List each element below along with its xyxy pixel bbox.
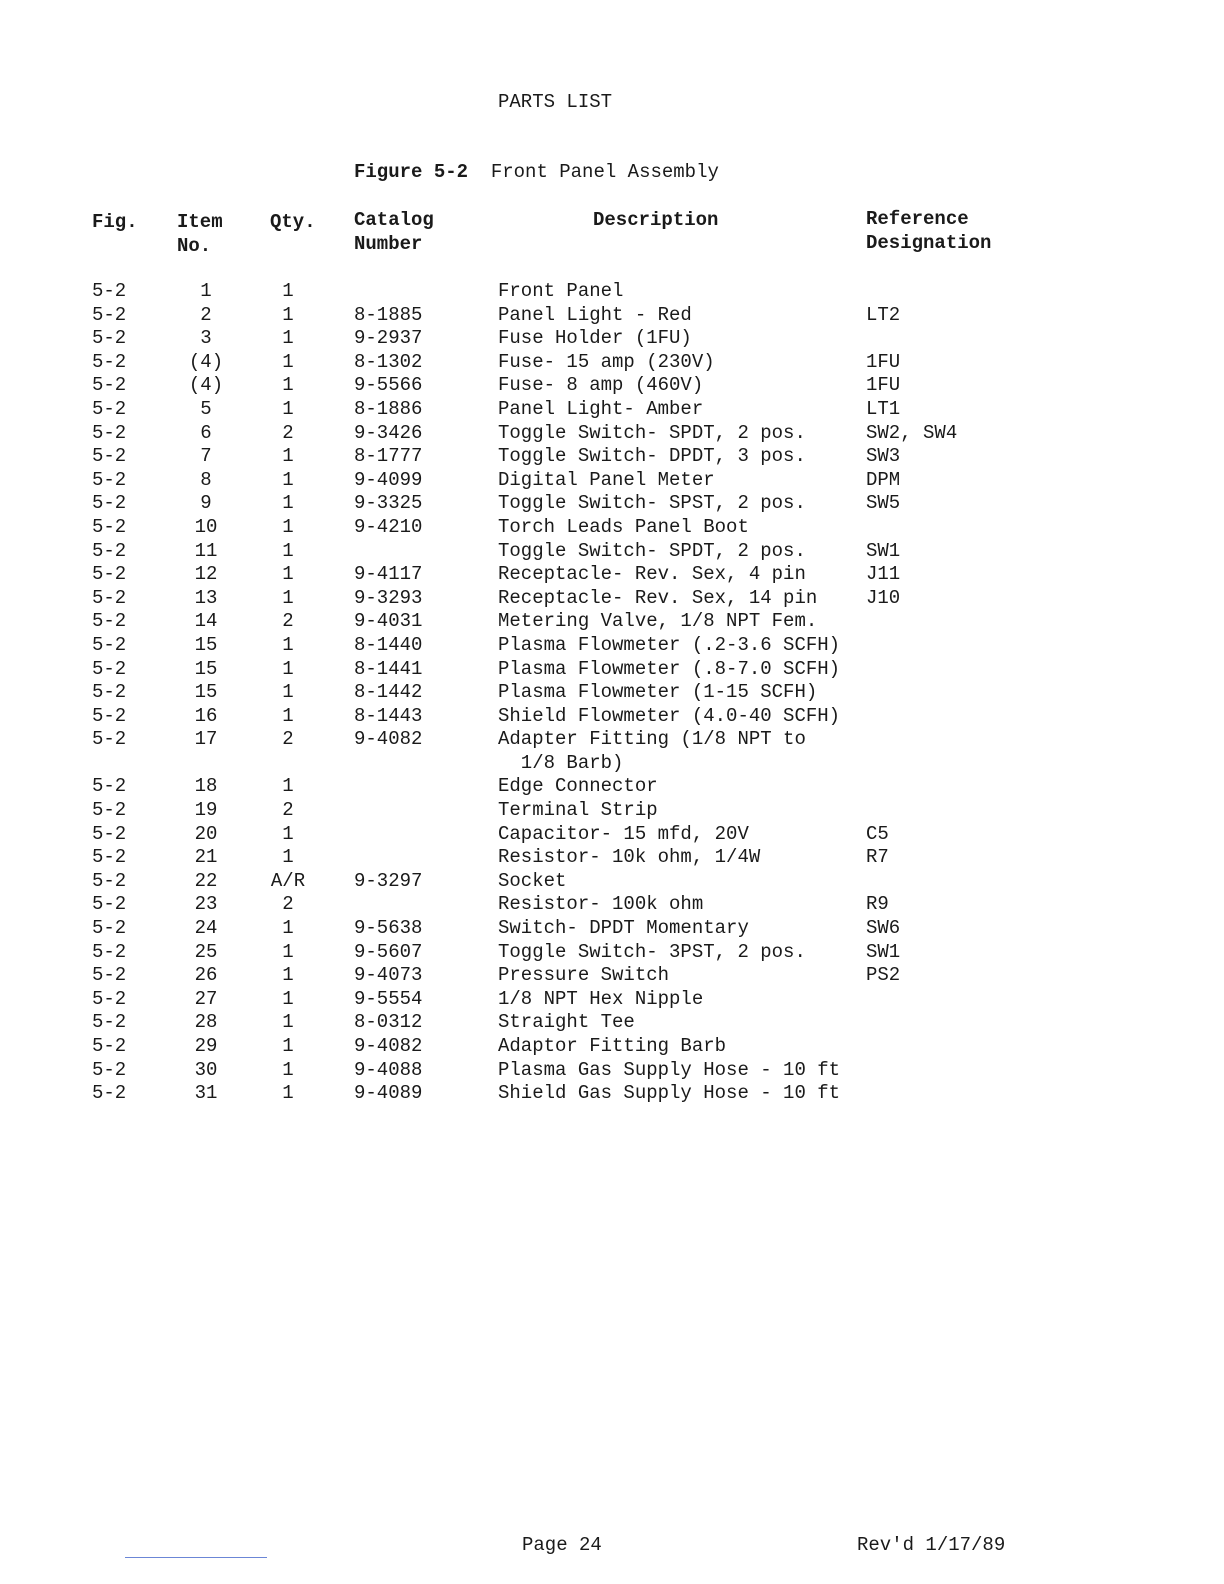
qty-cell: 2 <box>282 610 294 633</box>
fig-cell: 5-2 <box>92 303 127 326</box>
page-title: PARTS LIST <box>498 91 613 113</box>
header-description: Description <box>593 209 719 231</box>
qty-cell: 1 <box>282 822 294 845</box>
fig-cell: 5-2 <box>92 822 127 845</box>
table-row <box>0 280 1224 304</box>
item-no-cell: (4) <box>188 374 224 397</box>
fig-cell: 5-2 <box>92 799 127 822</box>
table-row <box>0 634 1224 658</box>
table-row <box>0 492 1224 516</box>
qty-cell: 1 <box>282 539 294 562</box>
catalog-number-cell: 8-1443 <box>354 704 423 727</box>
page-number: Page 24 <box>522 1534 602 1556</box>
table-row <box>0 327 1224 351</box>
description-cell: Terminal Strip <box>498 799 658 822</box>
description-cell: Digital Panel Meter <box>498 468 715 491</box>
description-cell: Toggle Switch- 3PST, 2 pos. <box>498 940 806 963</box>
catalog-number-cell: 8-1441 <box>354 657 423 680</box>
parts-table <box>0 280 1224 1106</box>
description-cell: Torch Leads Panel Boot <box>498 515 749 538</box>
qty-cell: 2 <box>282 799 294 822</box>
fig-cell: 5-2 <box>92 728 127 751</box>
table-row <box>0 610 1224 634</box>
catalog-number-cell: 9-4099 <box>354 468 423 491</box>
reference-designation-cell: 1FU <box>866 350 901 373</box>
fig-cell: 5-2 <box>92 374 127 397</box>
fig-cell: 5-2 <box>92 869 127 892</box>
qty-cell: 1 <box>282 397 294 420</box>
fig-cell: 5-2 <box>92 893 127 916</box>
item-no-cell: 24 <box>194 917 218 940</box>
fig-cell: 5-2 <box>92 327 127 350</box>
description-cell: Plasma Flowmeter (.8-7.0 SCFH) <box>498 657 841 680</box>
reference-designation-cell: LT2 <box>866 303 901 326</box>
item-no-cell: 27 <box>194 987 218 1010</box>
table-row <box>0 1059 1224 1083</box>
qty-cell: 1 <box>282 704 294 727</box>
catalog-number-cell: 9-5607 <box>354 940 423 963</box>
fig-cell: 5-2 <box>92 846 127 869</box>
qty-cell: 1 <box>282 563 294 586</box>
fig-cell: 5-2 <box>92 468 127 491</box>
description-cell: Resistor- 10k ohm, 1/4W <box>498 846 761 869</box>
table-row <box>0 1035 1224 1059</box>
fig-cell: 5-2 <box>92 704 127 727</box>
item-no-cell: 11 <box>194 539 218 562</box>
qty-cell: 1 <box>282 1011 294 1034</box>
item-no-cell: 3 <box>200 327 212 350</box>
qty-cell: 1 <box>282 846 294 869</box>
qty-cell: 1 <box>282 445 294 468</box>
table-row <box>0 941 1224 965</box>
reference-designation-cell: SW1 <box>866 539 901 562</box>
item-no-cell: 25 <box>194 940 218 963</box>
catalog-number-cell: 9-3325 <box>354 492 423 515</box>
footer-rule <box>125 1557 267 1558</box>
description-cell: Toggle Switch- SPST, 2 pos. <box>498 492 806 515</box>
catalog-number-cell: 8-1777 <box>354 445 423 468</box>
description-cell: Panel Light- Amber <box>498 397 704 420</box>
qty-cell: 1 <box>282 1082 294 1105</box>
item-no-cell: 15 <box>194 657 218 680</box>
qty-cell: 1 <box>282 940 294 963</box>
catalog-number-cell: 9-4117 <box>354 563 423 586</box>
reference-designation-cell: R7 <box>866 846 889 869</box>
reference-designation-cell: SW6 <box>866 917 901 940</box>
item-no-cell: 19 <box>194 799 218 822</box>
description-cell: Front Panel <box>498 280 624 302</box>
table-row <box>0 705 1224 729</box>
table-row <box>0 775 1224 799</box>
item-no-cell: (4) <box>188 350 224 373</box>
item-no-cell: 28 <box>194 1011 218 1034</box>
fig-cell: 5-2 <box>92 563 127 586</box>
catalog-number-cell: 9-4089 <box>354 1082 423 1105</box>
description-cell: Metering Valve, 1/8 NPT Fem. <box>498 610 818 633</box>
fig-cell: 5-2 <box>92 1011 127 1034</box>
qty-cell: 1 <box>282 350 294 373</box>
qty-cell: 1 <box>282 633 294 656</box>
qty-cell: 1 <box>282 681 294 704</box>
item-no-cell: 2 <box>200 303 212 326</box>
description-cell: Pressure Switch <box>498 964 670 987</box>
catalog-number-cell: 8-1302 <box>354 350 423 373</box>
table-row <box>0 964 1224 988</box>
reference-designation-cell: SW5 <box>866 492 901 515</box>
item-no-cell: 30 <box>194 1058 218 1081</box>
table-row <box>0 422 1224 446</box>
description-cell: Shield Flowmeter (4.0-40 SCFH) <box>498 704 841 727</box>
description-cell: Fuse Holder (1FU) <box>498 327 692 350</box>
reference-designation-cell: J10 <box>866 586 901 609</box>
item-no-cell: 20 <box>194 822 218 845</box>
table-row <box>0 823 1224 847</box>
table-row <box>0 658 1224 682</box>
description-cell: Socket <box>498 869 567 892</box>
description-cell: Toggle Switch- SPDT, 2 pos. <box>498 539 806 562</box>
header-fig: Fig. <box>92 211 138 233</box>
qty-cell: 1 <box>282 586 294 609</box>
table-row <box>0 304 1224 328</box>
qty-cell: 1 <box>282 515 294 538</box>
qty-cell: 2 <box>282 893 294 916</box>
description-cell: Fuse- 8 amp (460V) <box>498 374 704 397</box>
catalog-number-cell: 9-4082 <box>354 1035 423 1057</box>
fig-cell: 5-2 <box>92 610 127 633</box>
table-row <box>0 846 1224 870</box>
fig-cell: 5-2 <box>92 917 127 940</box>
catalog-number-cell: 9-3426 <box>354 421 423 444</box>
fig-cell: 5-2 <box>92 940 127 963</box>
qty-cell: 1 <box>282 280 294 302</box>
reference-designation-cell: SW1 <box>866 940 901 963</box>
qty-cell: 2 <box>282 421 294 444</box>
table-row <box>0 445 1224 469</box>
catalog-number-cell: 9-5566 <box>354 374 423 397</box>
catalog-number-cell: 9-4073 <box>354 964 423 987</box>
description-cell: Plasma Flowmeter (1-15 SCFH) <box>498 681 818 704</box>
catalog-number-cell: 9-4088 <box>354 1058 423 1081</box>
item-no-cell: 1 <box>200 280 212 302</box>
fig-cell: 5-2 <box>92 515 127 538</box>
fig-cell: 5-2 <box>92 657 127 680</box>
table-row <box>0 1082 1224 1106</box>
qty-cell: 1 <box>282 917 294 940</box>
item-no-cell: 7 <box>200 445 212 468</box>
description-cell: Shield Gas Supply Hose - 10 ft <box>498 1082 841 1105</box>
qty-cell: 1 <box>282 964 294 987</box>
description-cell: Receptacle- Rev. Sex, 14 pin <box>498 586 818 609</box>
fig-cell: 5-2 <box>92 280 127 302</box>
table-row <box>0 728 1224 775</box>
item-no-cell: 13 <box>194 586 218 609</box>
catalog-number-cell: 9-5554 <box>354 987 423 1010</box>
header-reference-designation: Reference Designation <box>866 208 992 254</box>
item-no-cell: 6 <box>200 421 212 444</box>
catalog-number-cell: 8-1440 <box>354 633 423 656</box>
item-no-cell: 9 <box>200 492 212 515</box>
table-row <box>0 917 1224 941</box>
qty-cell: 1 <box>282 468 294 491</box>
item-no-cell: 22 <box>194 869 218 892</box>
item-no-cell: 15 <box>194 681 218 704</box>
table-row <box>0 870 1224 894</box>
qty-cell: 1 <box>282 303 294 326</box>
figure-label: Figure 5-2 <box>354 161 469 183</box>
catalog-number-cell: 9-2937 <box>354 327 423 350</box>
qty-cell: 1 <box>282 987 294 1010</box>
description-cell: Switch- DPDT Momentary <box>498 917 749 940</box>
fig-cell: 5-2 <box>92 681 127 704</box>
table-row <box>0 1011 1224 1035</box>
reference-designation-cell: PS2 <box>866 964 901 987</box>
item-no-cell: 16 <box>194 704 218 727</box>
reference-designation-cell: J11 <box>866 563 901 586</box>
description-cell: Adapter Fitting (1/8 NPT to 1/8 Barb) <box>498 728 806 774</box>
reference-designation-cell: 1FU <box>866 374 901 397</box>
description-cell: Straight Tee <box>498 1011 635 1034</box>
catalog-number-cell: 9-5638 <box>354 917 423 940</box>
reference-designation-cell: LT1 <box>866 397 901 420</box>
catalog-number-cell: 8-1885 <box>354 303 423 326</box>
catalog-number-cell: 9-4082 <box>354 728 423 751</box>
fig-cell: 5-2 <box>92 492 127 515</box>
description-cell: 1/8 NPT Hex Nipple <box>498 987 704 1010</box>
table-row <box>0 799 1224 823</box>
figure-caption: Front Panel Assembly <box>490 161 719 183</box>
description-cell: Plasma Gas Supply Hose - 10 ft <box>498 1058 841 1081</box>
qty-cell: A/R <box>270 869 306 892</box>
fig-cell: 5-2 <box>92 633 127 656</box>
header-catalog-number: Catalog Number <box>354 209 434 255</box>
item-no-cell: 10 <box>194 515 218 538</box>
table-row <box>0 516 1224 540</box>
catalog-number-cell: 8-1442 <box>354 681 423 704</box>
fig-cell: 5-2 <box>92 586 127 609</box>
item-no-cell: 5 <box>200 397 212 420</box>
fig-cell: 5-2 <box>92 445 127 468</box>
fig-cell: 5-2 <box>92 1058 127 1081</box>
catalog-number-cell: 8-0312 <box>354 1011 423 1034</box>
item-no-cell: 23 <box>194 893 218 916</box>
table-row <box>0 988 1224 1012</box>
description-cell: Toggle Switch- DPDT, 3 pos. <box>498 445 806 468</box>
item-no-cell: 12 <box>194 563 218 586</box>
fig-cell: 5-2 <box>92 421 127 444</box>
description-cell: Plasma Flowmeter (.2-3.6 SCFH) <box>498 633 841 656</box>
item-no-cell: 14 <box>194 610 218 633</box>
fig-cell: 5-2 <box>92 539 127 562</box>
qty-cell: 1 <box>282 657 294 680</box>
item-no-cell: 17 <box>194 728 218 751</box>
qty-cell: 1 <box>282 374 294 397</box>
table-row <box>0 681 1224 705</box>
catalog-number-cell: 9-4031 <box>354 610 423 633</box>
qty-cell: 1 <box>282 1058 294 1081</box>
fig-cell: 5-2 <box>92 397 127 420</box>
catalog-number-cell: 9-3297 <box>354 869 423 892</box>
description-cell: Toggle Switch- SPDT, 2 pos. <box>498 421 806 444</box>
catalog-number-cell: 8-1886 <box>354 397 423 420</box>
description-cell: Edge Connector <box>498 775 658 798</box>
description-cell: Receptacle- Rev. Sex, 4 pin <box>498 563 806 586</box>
table-row <box>0 398 1224 422</box>
catalog-number-cell: 9-4210 <box>354 515 423 538</box>
reference-designation-cell: DPM <box>866 468 901 491</box>
table-row <box>0 351 1224 375</box>
item-no-cell: 18 <box>194 775 218 798</box>
qty-cell: 1 <box>282 1035 294 1057</box>
qty-cell: 2 <box>282 728 294 751</box>
description-cell: Adaptor Fitting Barb <box>498 1035 727 1057</box>
description-cell: Fuse- 15 amp (230V) <box>498 350 715 373</box>
reference-designation-cell: SW3 <box>866 445 901 468</box>
table-row <box>0 563 1224 587</box>
header-item-no: Item No. <box>177 211 223 257</box>
description-cell: Resistor- 100k ohm <box>498 893 704 916</box>
table-row <box>0 893 1224 917</box>
item-no-cell: 26 <box>194 964 218 987</box>
item-no-cell: 29 <box>194 1035 218 1057</box>
qty-cell: 1 <box>282 327 294 350</box>
fig-cell: 5-2 <box>92 964 127 987</box>
reference-designation-cell: C5 <box>866 822 889 845</box>
fig-cell: 5-2 <box>92 1082 127 1105</box>
figure-caption-line <box>354 161 719 183</box>
item-no-cell: 21 <box>194 846 218 869</box>
item-no-cell: 31 <box>194 1082 218 1105</box>
reference-designation-cell: R9 <box>866 893 889 916</box>
fig-cell: 5-2 <box>92 987 127 1010</box>
item-no-cell: 15 <box>194 633 218 656</box>
qty-cell: 1 <box>282 775 294 798</box>
table-row <box>0 587 1224 611</box>
catalog-number-cell: 9-3293 <box>354 586 423 609</box>
table-row <box>0 469 1224 493</box>
qty-cell: 1 <box>282 492 294 515</box>
table-row <box>0 540 1224 564</box>
item-no-cell: 8 <box>200 468 212 491</box>
fig-cell: 5-2 <box>92 1035 127 1057</box>
fig-cell: 5-2 <box>92 775 127 798</box>
revision-date: Rev'd 1/17/89 <box>857 1534 1006 1556</box>
header-qty: Qty. <box>270 211 316 233</box>
description-cell: Capacitor- 15 mfd, 20V <box>498 822 749 845</box>
reference-designation-cell: SW2, SW4 <box>866 421 958 444</box>
table-row <box>0 374 1224 398</box>
description-cell: Panel Light - Red <box>498 303 692 326</box>
fig-cell: 5-2 <box>92 350 127 373</box>
